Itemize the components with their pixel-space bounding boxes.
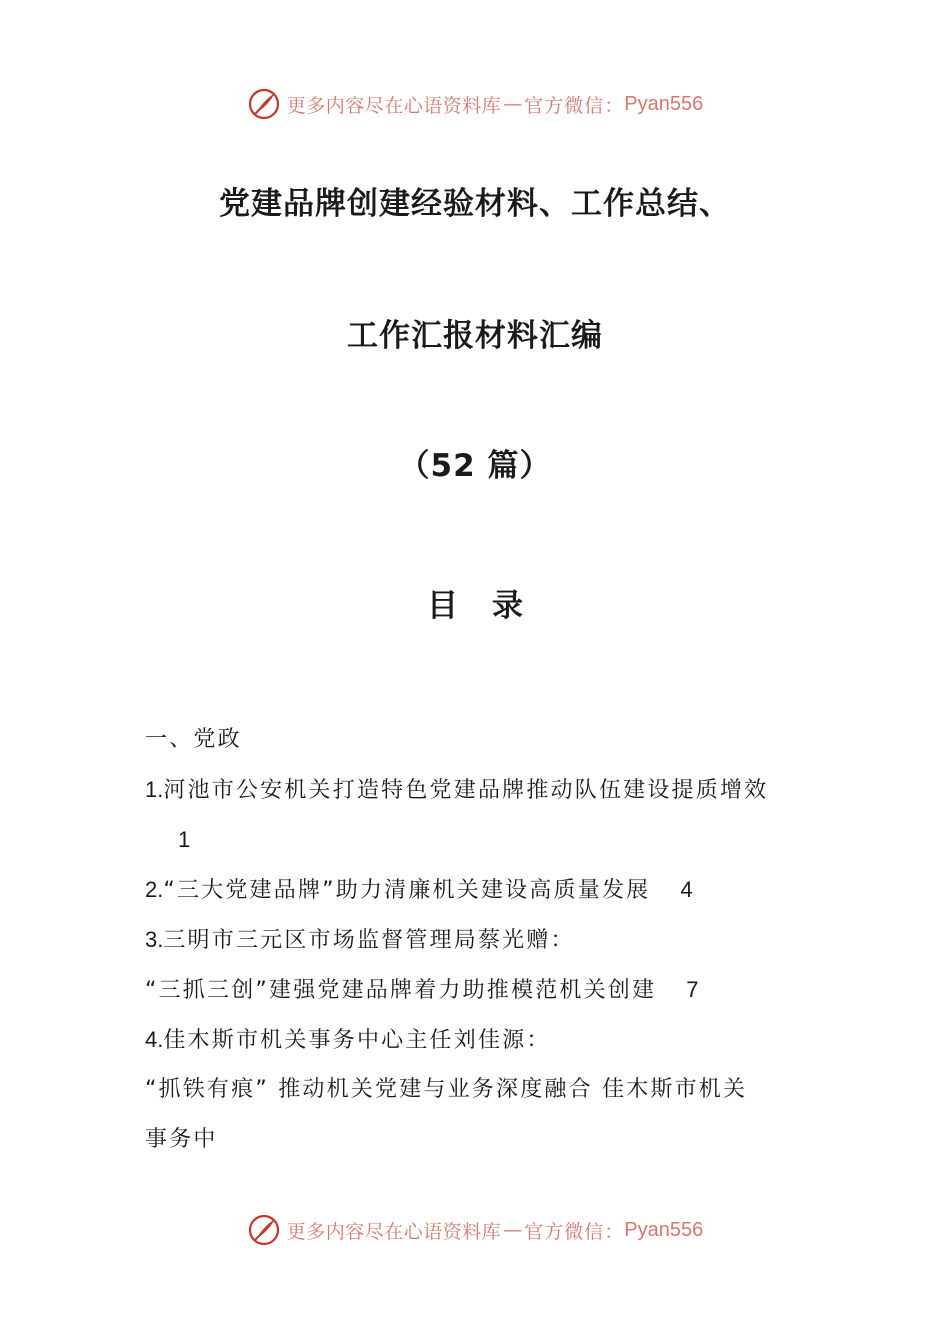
doc-title-count: （52 篇）	[398, 448, 552, 484]
watermark-banner-bottom	[0, 1208, 950, 1252]
watermark-label: 官方微信：	[524, 1220, 625, 1243]
toc-item-text-cont: “三抓三创”建强党建品牌着力助推模范机关创建	[145, 978, 657, 1003]
watermark-id: Pyan556	[624, 92, 704, 115]
toc-item-number: 4.	[145, 1027, 164, 1052]
toc-item-page: 7	[686, 977, 699, 1002]
toc-item-text-cont: “抓铁有痕” 推动机关党建与业务深度融合 佳木斯市机关	[145, 1077, 748, 1102]
watermark-dash: —	[503, 93, 523, 115]
watermark-text: 更多内容尽在心语资料库	[286, 94, 502, 117]
quill-logo-icon	[247, 87, 281, 121]
toc-item-page: 1	[178, 827, 191, 852]
toc-item-1[interactable]	[145, 770, 810, 820]
toc-item-3-cont[interactable]	[145, 970, 810, 1020]
watermark-label: 官方微信：	[524, 94, 625, 117]
toc-item-1-page-row	[145, 820, 810, 870]
toc-item-number: 1.	[145, 777, 164, 802]
watermark-banner-top	[0, 82, 950, 126]
quill-logo-icon	[247, 1213, 281, 1247]
toc-section: 一、党政	[145, 727, 242, 752]
toc-item-2[interactable]	[145, 870, 810, 920]
table-of-contents	[145, 720, 810, 1170]
toc-item-page: 4	[680, 877, 693, 902]
toc-heading	[0, 580, 950, 625]
toc-item-text: 河池市公安机关打造特色党建品牌推动队伍建设提质增效	[163, 778, 769, 803]
toc-item-number: 3.	[145, 927, 164, 952]
toc-heading-a: 目	[427, 588, 458, 624]
toc-item-text: 三明市三元区市场监督管理局蔡光赠：	[163, 928, 575, 953]
toc-item-3[interactable]	[145, 920, 810, 970]
toc-heading-b: 录	[492, 588, 523, 624]
toc-item-4-cont2[interactable]	[145, 1120, 810, 1170]
watermark-text: 更多内容尽在心语资料库	[286, 1220, 502, 1243]
toc-item-text-cont2: 事务中	[145, 1127, 218, 1152]
doc-title-line-2: 工作汇报材料汇编	[347, 318, 603, 354]
toc-item-4-cont[interactable]	[145, 1070, 810, 1120]
toc-item-4[interactable]	[145, 1020, 810, 1070]
watermark-dash: —	[503, 1219, 523, 1241]
toc-item-number: 2.	[145, 877, 164, 902]
toc-item-text: 佳木斯市机关事务中心主任刘佳源：	[163, 1028, 551, 1053]
doc-title-line-1: 党建品牌创建经验材料、工作总结、	[219, 186, 731, 222]
toc-item-text: “三大党建品牌”助力清廉机关建设高质量发展	[163, 878, 651, 903]
watermark-id: Pyan556	[624, 1218, 704, 1241]
